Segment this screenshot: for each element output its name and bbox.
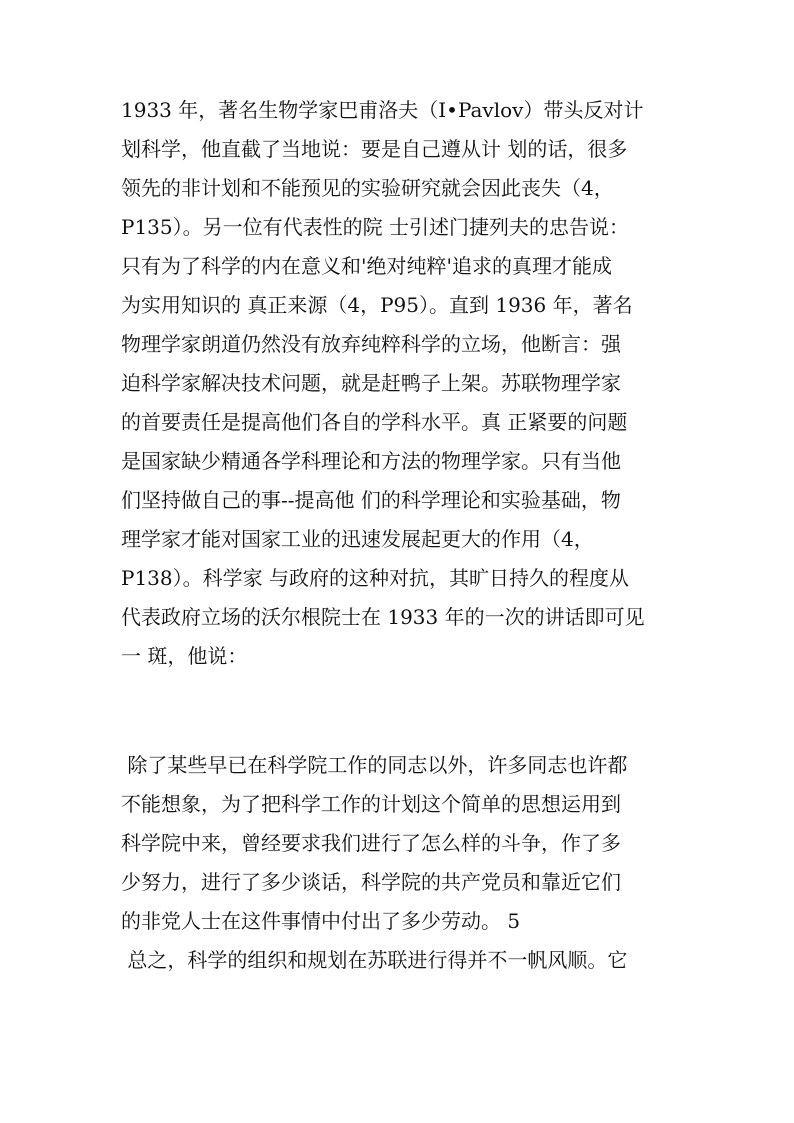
text-line: 只有为了科学的内在意义和'绝对纯粹'追求的真理才能成 [121, 254, 612, 278]
text-line: 的首要责任是提高他们各自的学科水平。真 正紧要的问题 [121, 410, 628, 434]
quote-line: 不能想象，为了把科学工作的计划这个简单的思想运用到 [121, 792, 621, 816]
text-line: 1933 年，著名生物学家巴甫洛夫（I•Pavlov）带头反对计 [121, 98, 644, 122]
text-line: 总之，科学的组织和规划在苏联进行得并不一帆风顺。它 [121, 948, 628, 972]
text-line: 们坚持做自己的事--提高他 们的科学理论和实验基础，物 [121, 488, 621, 512]
text-line: 迫科学家解决技术问题，就是赶鸭子上架。苏联物理学家 [121, 371, 621, 395]
quote-line: 除了某些早已在科学院工作的同志以外，许多同志也许都 [121, 753, 628, 777]
text-line: P138）。科学家 与政府的这种对抗，其旷日持久的程度从 [121, 566, 629, 590]
text-line: P135）。另一位有代表性的院 士引述门捷列夫的忠告说： [121, 215, 629, 239]
quote-line: 少努力，进行了多少谈话，科学院的共产党员和靠近它们 [121, 870, 621, 894]
text-line: 物理学家朗道仍然没有放弃纯粹科学的立场，他断言：强 [121, 332, 621, 356]
text-line: 领先的非计划和不能预见的实验研究就会因此丧失（4， [121, 176, 614, 200]
quote-line: 的非党人士在这件事情中付出了多少劳动。 5 [121, 909, 521, 933]
text-line: 一 斑，他说： [121, 644, 248, 668]
text-line: 理学家才能对国家工业的迅速发展起更大的作用（4， [121, 527, 594, 551]
text-line: 代表政府立场的沃尔根院士在 1933 年的一次的讲话即可见 [121, 605, 645, 629]
text-line: 划科学，他直截了当地说：要是自己遵从计 划的话，很多 [121, 137, 628, 161]
quote-line: 科学院中来，曾经要求我们进行了怎么样的斗争，作了多 [121, 831, 621, 855]
text-line: 为实用知识的 真正来源（4，P95）。直到 1936 年，著名 [121, 293, 633, 317]
text-line: 是国家缺少精通各学科理论和方法的物理学家。只有当他 [121, 449, 621, 473]
